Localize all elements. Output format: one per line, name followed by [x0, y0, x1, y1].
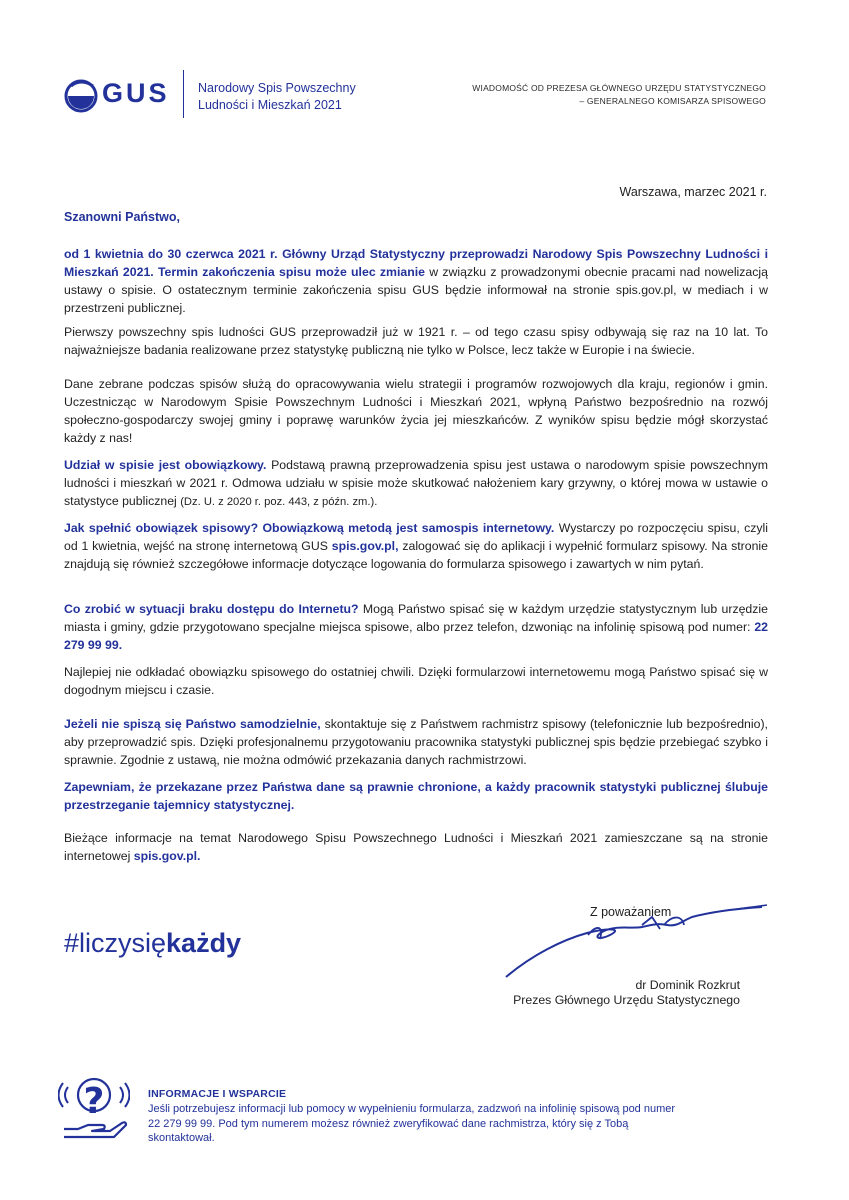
info-text: Jeśli potrzebujesz informacji lub pomocy w wypełnieniu formularza, zadzwoń na infolinię spisową pod numer 22 279 99 99. Pod tym numerem możesz również zweryfikować dane rachmistrza, który się z Tobą skontaktował.: [148, 1103, 676, 1144]
paragraph-purpose: Dane zebrane podczas spisów służą do opracowywania wielu strategii i programów rozwojowych dla kraju, regionów i gmin. Uczestnicząc w Narodowym Spisie Powszechnym Ludności i Mieszkań 2021, wpłyną Państwo bezpośrednio na rozwój społeczno-gospodarczy swojej gminy i poprawę warunków życia jej mieszkańców. Z wyników spisu będzie mógł skorzystać każdy z nas!: [64, 377, 768, 445]
signer-name: dr Dominik Rozkrut: [635, 978, 740, 992]
salutation: Szanowni Państwo,: [64, 210, 180, 224]
paragraph-obligation: [64, 456, 768, 511]
logo-text: GUS: [102, 78, 170, 108]
paragraph-no-internet-bold: Co zrobić w sytuacji braku dostępu do Internetu?: [64, 602, 359, 616]
paragraph-dont-delay: Najlepiej nie odkładać obowiązku spisowego do ostatniej chwili. Dzięki formularzowi internetowemu mogą Państwo spisać się w dogodnym miejscu i czasie.: [64, 665, 768, 697]
question-hand-icon: [58, 1073, 130, 1143]
paragraph-no-internet-text: Mogą Państwo spisać się w każdym urzędzie statystycznym lub urzędzie miasta i gminy, gdzie przygotowano specjalne miejsca spisowe, albo przez telefon, dzwoniąc na infolinię spisową pod numer:: [64, 602, 768, 634]
message-heading-line1: WIADOMOŚĆ OD PREZESA GŁÓWNEGO URZĘDU STATYSTYCZNEGO: [472, 83, 766, 93]
paragraph-no-internet: [64, 600, 768, 654]
hashtag-bold: każdy: [166, 928, 242, 958]
paragraph-obligation-text: Podstawą prawną przeprowadzenia spisu jest ustawa o narodowym spisie powszechnym ludności i mieszkań w 2021 r. Odmowa udziału w spisie może skutkować nałożeniem kary grzywny, o której mowa w ustawie o statystyce publicznej: [64, 458, 768, 508]
census-title-line2: Ludności i Mieszkań 2021: [198, 98, 342, 112]
census-title-line1: Narodowy Spis Powszechny: [198, 81, 356, 95]
paragraph-self-census: [64, 519, 768, 573]
paragraph-enumerator-text: skontaktuje się z Państwem rachmistrz spisowy (telefonicznie lub bezpośrednio), aby przeprowadzić spis. Dzięki profesjonalnemu przygotowaniu pracownika statystyki publicznej spis będzie przebiegać szybko i sprawnie. Zgodnie z ustawą, nie można odmówić przekazania danych rachmistrzowi.: [64, 717, 768, 767]
census-title: [198, 80, 356, 114]
paragraph-enumerator: [64, 715, 768, 769]
paragraph-obligation-bold: Udział w spisie jest obowiązkowy.: [64, 458, 267, 472]
paragraph-self-census-text1: Wystarczy po rozpoczęciu spisu, czyli od 1 kwietnia, wejść na stronę internetową GUS: [64, 521, 769, 553]
svg-text:?: ?: [83, 1081, 105, 1122]
legal-reference: (Dz. U. z 2020 r. poz. 443, z późn. zm.).: [180, 496, 378, 508]
paragraph-current-info-text: Bieżące informacje na temat Narodowego Spisu Powszechnego Ludności i Mieszkań 2021 zamieszczane są na stronie internetowej: [64, 831, 768, 863]
census-link[interactable]: spis.gov.pl,: [331, 539, 399, 553]
regards: Z poważaniem: [590, 905, 672, 919]
paragraph-dates-text: w związku z prowadzonymi obecnie pracami nad nowelizacją ustawy o spisie. O ostatecznym terminie zakończenia spisu GUS będzie informował na stronie spis.gov.pl, w mediach i w przestrzeni publicznej.: [64, 265, 768, 315]
paragraph-self-census-text2: zalogować się do aplikacji i wypełnić formularz spisowy. Na stronie znajdują się również szczegółowe informacje dotyczące logowania do formularza spisowego i zawartych w nim pytań.: [64, 539, 768, 571]
hashtag-plain: #liczysię: [64, 928, 167, 958]
paragraph-history: Pierwszy powszechny spis ludności GUS przeprowadził już w 1921 r. – od tego czasu spisy odbywają się raz na 10 lat. To najważniejsze badania realizowane przez statystykę publiczną nie tylko w Polsce, lecz także w Europie i na świecie.: [64, 325, 768, 357]
paragraph-dates: [64, 245, 768, 317]
paragraph-data-protection: Zapewniam, że przekazane przez Państwa dane są prawnie chronione, a każdy pracownik statystyki publicznej ślubuje przestrzeganie tajemnicy statystycznej.: [64, 780, 768, 812]
message-heading: [470, 82, 766, 108]
paragraph-current-info: [64, 829, 768, 865]
campaign-hashtag: [64, 928, 241, 959]
hotline-number: 22 279 99 99.: [64, 620, 768, 652]
message-heading-line2: – GENERALNEGO KOMISARZA SPISOWEGO: [579, 96, 766, 106]
paragraph-self-census-bold: Jak spełnić obowiązek spisowy? Obowiązkową metodą jest samospis internetowy.: [64, 521, 555, 535]
letter-date: Warszawa, marzec 2021 r.: [619, 185, 767, 199]
current-info-link[interactable]: spis.gov.pl.: [133, 849, 201, 863]
paragraph-enumerator-bold: Jeżeli nie spiszą się Państwo samodzielnie,: [64, 717, 321, 731]
signer-title: Prezes Głównego Urzędu Statystycznego: [513, 993, 740, 1007]
header-divider: [183, 70, 184, 118]
info-heading: INFORMACJE I WSPARCIE: [148, 1088, 287, 1100]
paragraph-dates-bold: od 1 kwietnia do 30 czerwca 2021 r. Główny Urząd Statystyczny przeprowadzi Narodowy Spis Powszechny Ludności i Mieszkań 2021. Termin zakończenia spisu może ulec zmianie: [64, 247, 768, 279]
